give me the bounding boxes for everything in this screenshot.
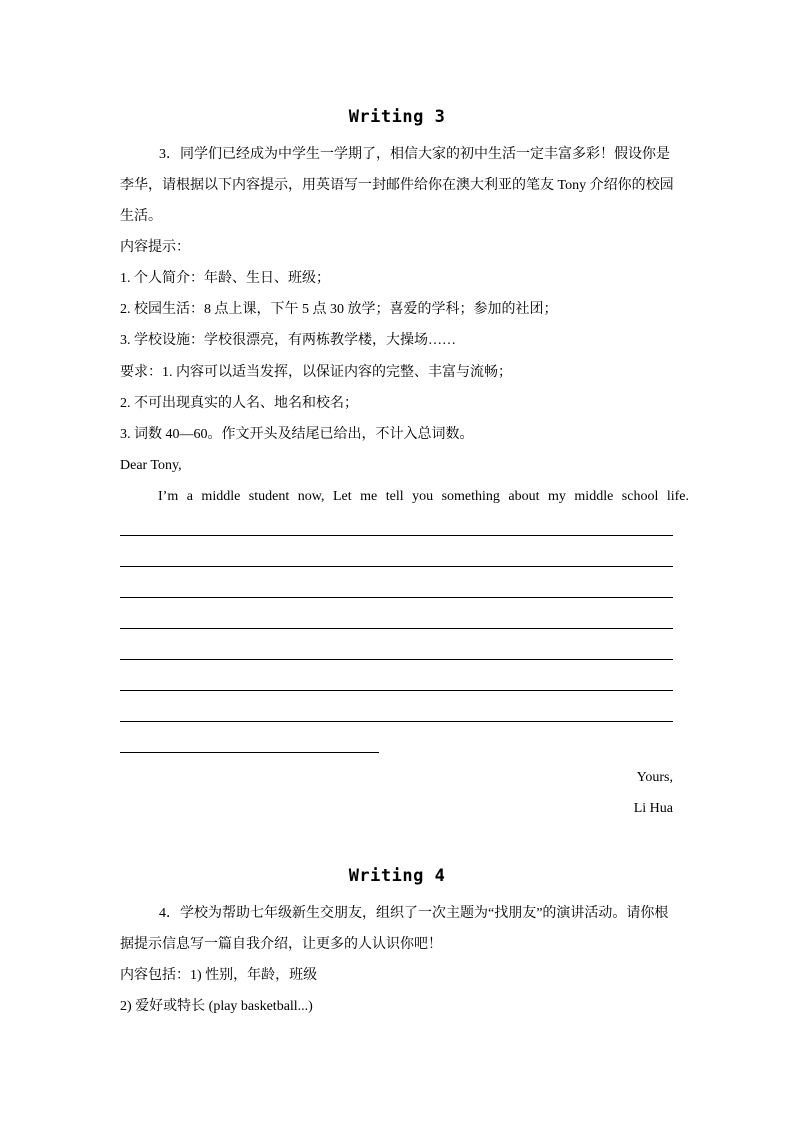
letter-greeting: Dear Tony, xyxy=(120,458,182,473)
answer-line-4[interactable] xyxy=(120,628,673,629)
answer-line-3[interactable] xyxy=(120,597,673,598)
writing-4-intro-line-2: 据提示信息写一篇自我介绍，让更多的人认识你吧！ xyxy=(120,937,442,952)
writing-3-hint-2: 2. 校园生活：8 点上课，下午 5 点 30 放学；喜爱的学科；参加的社团； xyxy=(120,302,558,317)
answer-line-7[interactable] xyxy=(120,721,673,722)
writing-4-content-line-2: 2) 爱好或特长 (play basketball...) xyxy=(120,999,313,1014)
answer-line-2[interactable] xyxy=(120,566,673,567)
letter-closing: Yours, xyxy=(636,770,673,785)
answer-line-8[interactable] xyxy=(120,752,379,753)
writing-4-content-line-1: 内容包括：1) 性别，年龄，班级 xyxy=(120,968,318,983)
writing-3-hint-3: 3. 学校设施：学校很漂亮，有两栋教学楼，大操场…… xyxy=(120,333,456,348)
writing-3-title: Writing 3 xyxy=(348,107,446,127)
writing-3-requirement-3: 3. 词数 40—60。作文开头及结尾已给出，不计入总词数。 xyxy=(120,427,474,442)
answer-line-6[interactable] xyxy=(120,690,673,691)
writing-3-requirement-1: 要求：1. 内容可以适当发挥，以保证内容的完整、丰富与流畅； xyxy=(120,365,512,380)
writing-3-intro-line-2: 李华，请根据以下内容提示，用英语写一封邮件给你在澳大利亚的笔友 Tony 介绍你的校园 xyxy=(120,178,674,193)
answer-line-5[interactable] xyxy=(120,659,673,660)
letter-opening-sentence: I’m a middle student now, Let me tell you something about my middle school life. xyxy=(158,489,690,504)
writing-4-intro-line-1: 4．学校为帮助七年级新生交朋友，组织了一次主题为“找朋友”的演讲活动。请你根 xyxy=(159,906,669,921)
writing-3-intro-line-1: 3．同学们已经成为中学生一学期了，相信大家的初中生活一定丰富多彩！假设你是 xyxy=(159,147,670,162)
writing-4-title: Writing 4 xyxy=(348,866,446,886)
writing-3-requirement-2: 2. 不可出现真实的人名、地名和校名； xyxy=(120,396,358,411)
writing-3-hint-label: 内容提示： xyxy=(120,240,190,255)
answer-line-1[interactable] xyxy=(120,535,673,536)
writing-3-hint-1: 1. 个人简介：年龄、生日、班级； xyxy=(120,271,330,286)
writing-3-intro-line-3: 生活。 xyxy=(120,209,162,224)
letter-signature: Li Hua xyxy=(633,801,673,816)
